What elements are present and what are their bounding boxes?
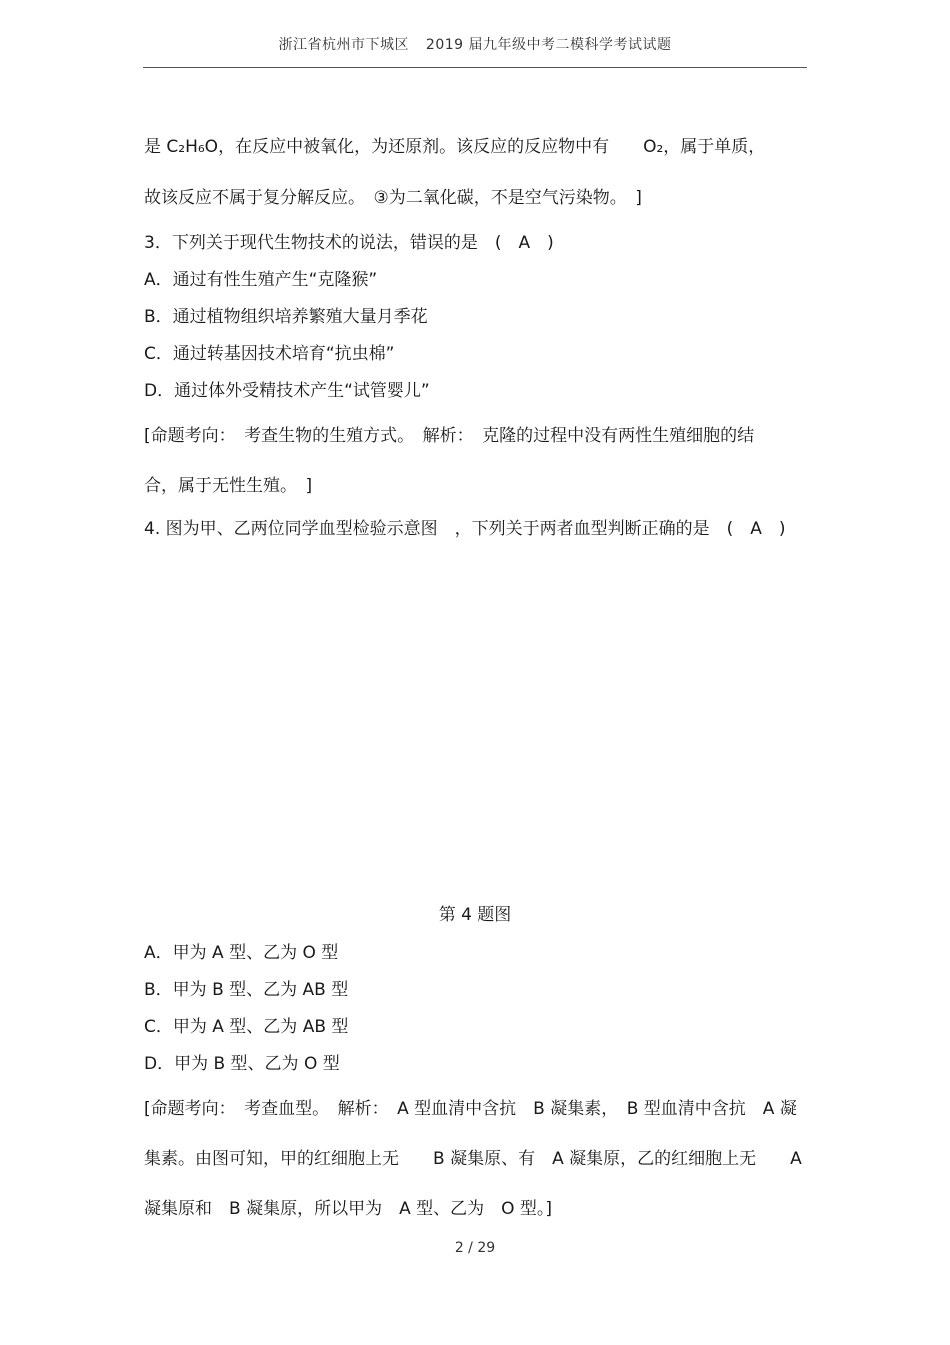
header-title: 2019 届九年级中考二模科学考试试题 [425, 37, 672, 53]
q3-option-b: B．通过植物组织培养繁殖大量月季花 [144, 307, 428, 327]
q4-option-b: B．甲为 B 型、乙为 AB 型 [144, 980, 349, 1000]
q4-explanation-3: 凝集原和 B 凝集原，所以甲为 A 型、乙为 O 型。] [144, 1199, 553, 1219]
question-3: 3．下列关于现代生物技术的说法，错误的是 ( A ) [144, 233, 554, 253]
q3-option-d: D．通过体外受精技术产生“试管婴儿” [144, 381, 430, 401]
figure-blank-area [144, 560, 808, 880]
answer-line-1: 是 C₂H₆O，在反应中被氧化，为还原剂。该反应的反应物中有 O₂，属于单质， [144, 137, 766, 157]
question-4: 4. 图为甲、乙两位同学血型检验示意图 ，下列关于两者血型判断正确的是 ( A ) [144, 519, 786, 539]
q3-option-c: C．通过转基因技术培育“抗虫棉” [144, 344, 395, 364]
page-header [0, 34, 950, 54]
figure-caption: 第 4 题图 [438, 905, 512, 925]
q3-explanation-1: [命题考向： 考查生物的生殖方式。 解析： 克隆的过程中没有两性生殖细胞的结 [144, 426, 755, 446]
page-number: 2 / 29 [454, 1240, 496, 1256]
q4-explanation-1: [命题考向： 考查血型。 解析： A 型血清中含抗 B 凝集素， B 型血清中含抗 A 凝 [144, 1099, 797, 1119]
q3-option-a: A．通过有性生殖产生“克隆猴” [144, 270, 378, 290]
answer-line-2: 故该反应不属于复分解反应。 ③为二氧化碳，不是空气污染物。 ] [144, 188, 642, 208]
header-region: 浙江省杭州市下城区 [278, 37, 409, 53]
q4-explanation-2: 集素。由图可知，甲的红细胞上无 B 凝集原、有 A 凝集原，乙的红细胞上无 A [144, 1149, 802, 1169]
q4-option-a: A．甲为 A 型、乙为 O 型 [144, 943, 339, 963]
q4-option-d: D．甲为 B 型、乙为 O 型 [144, 1054, 340, 1074]
q3-explanation-2: 合，属于无性生殖。 ] [144, 476, 313, 496]
header-rule [143, 67, 807, 68]
q4-option-c: C．甲为 A 型、乙为 AB 型 [144, 1017, 349, 1037]
